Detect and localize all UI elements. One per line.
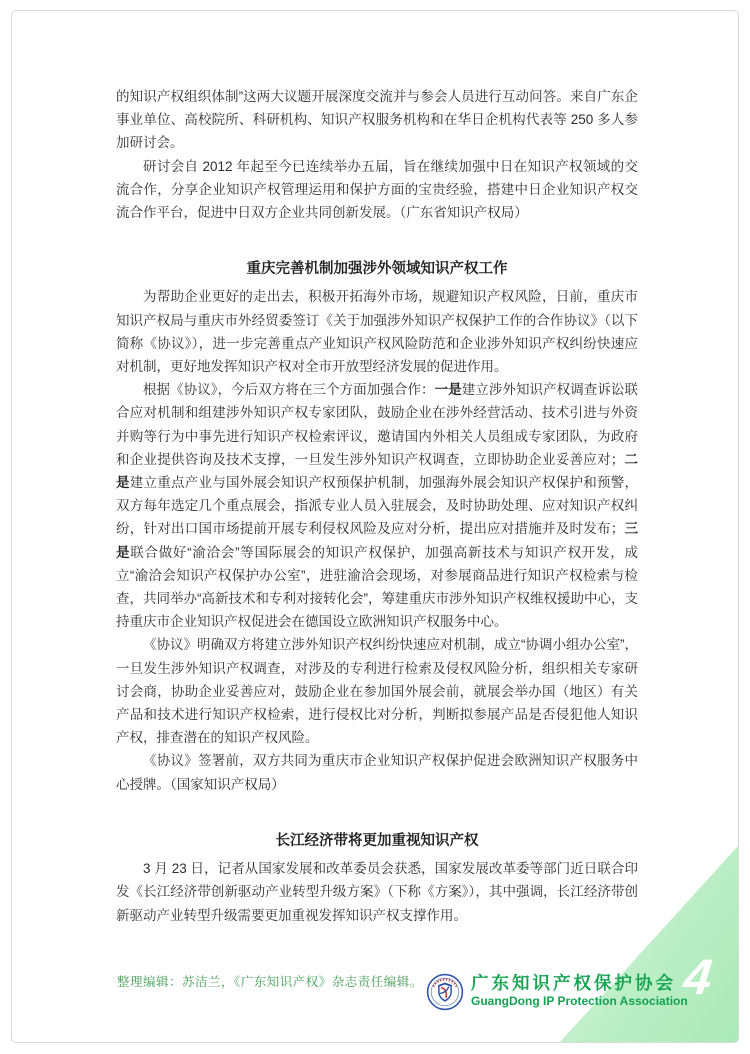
measure-item-3: 联合做好“渝洽会”等国际展会的知识产权保护，加强高新技术与知识产权开发，成立“渝洽会知识产权保护办公室”，进驻渝洽会现场，对参展商品进行知识产权检索与检查，共同举办“高新技术和专利对接转化会”，筹建重庆市涉外知识产权维权援助中心，支持重庆市企业知识产权促进会在德国设立欧洲知识产权服务中心。 — [116, 544, 638, 630]
editor-note: 整理编辑：苏洁兰，《广东知识产权》杂志责任编辑。 — [117, 975, 423, 989]
association-name-cn: 广东知识产权保护协会 — [471, 973, 676, 993]
association-name-en: GuangDong IP Protection Association — [471, 994, 688, 1008]
article-title-yangtze: 长江经济带将更加重视知识产权 — [275, 832, 479, 849]
article-title-chongqing: 重庆完善机制加强涉外领域知识产权工作 — [246, 261, 508, 278]
paragraph-seminar-continued: 的知识产权组织体制”这两大议题开展深度交流并与参会人员进行互动问答。来自广东企事业单位、高校院所、科研机构、知识产权服务机构和在华日企机构代表等 250 多人参加研讨会。 — [116, 89, 638, 151]
measure-marker-1: 一是 — [434, 382, 462, 398]
paragraph-yangtze-intro: 3 月 23 日，记者从国家发展和改革委员会获悉，国家发展改革委等部门近日联合印发《长江经济带创新驱动产业转型升级方案》（下称《方案》），其中强调，长江经济带创新驱动产业转型升级需要更加重视发挥知识产权支撑作用。 — [116, 861, 638, 923]
measure-marker-2: 二是 — [116, 451, 639, 491]
paragraph-chongqing-intro: 为帮助企业更好的走出去，积极开拓海外市场，规避知识产权风险，日前，重庆市知识产权局与重庆市外经贸委签订《关于加强涉外知识产权保护工作的合作协议》（以下简称《协议》），进一步完善重点产业知识产权风险防范和企业涉外知识产权纠纷快速应对机制，更好地发挥知识产权对全市开放型经济发展的促进作用。 — [116, 289, 638, 375]
newsletter-page — [11, 10, 739, 1043]
association-name-block — [471, 972, 688, 1008]
measure-marker-3: 三是 — [116, 521, 639, 560]
paragraph-seminar-history: 研讨会自 2012 年起至今已连续举办五届，旨在继续加强中日在知识产权领域的交流合作，分享企业知识产权管理运用和保护方面的宝贵经验，搭建中日企业知识产权交流合作平台，促进中日双方企业共同创新发展。（广东省知识产权局） — [116, 158, 638, 221]
measures-lead: 根据《协议》，今后双方将在三个方面加强合作： — [143, 382, 435, 398]
page-content — [116, 85, 638, 927]
measure-item-2: 建立重点产业与国外展会知识产权预保护机制，加强海外展会知识产权保护和预警，双方每年选定几个重点展会，指派专业人员入驻展会，及时协助处理、应对知识产权纠纷，针对出口国市场提前开展专利侵权风险及应对分析，提出应对措施并及时发布； — [116, 475, 639, 537]
page-number: 4 — [681, 949, 715, 1005]
paragraph-chongqing-measures — [116, 378, 638, 633]
gdipa-seal-logo-icon — [426, 973, 464, 1011]
footer-brand — [426, 963, 688, 1011]
paragraph-chongqing-signing: 《协议》签署前，双方共同为重庆市企业知识产权保护促进会欧洲知识产权服务中心授牌。（国家知识产权局） — [116, 753, 638, 792]
paragraph-chongqing-agreement: 《协议》明确双方将建立涉外知识产权纠纷快速应对机制，成立“协调小组办公室”，一旦发生涉外知识产权调查，对涉及的专利进行检索及侵权风险分析，组织相关专家研讨会商，协助企业妥善应对，鼓励企业在参加国外展会前，就展会举办国（地区）有关产品和技术进行知识产权检索，进行侵权比对分析，判断拟参展产品是否侵犯他人知识产权，排查潜在的知识产权风险。 — [116, 637, 638, 746]
measure-item-1: 建立涉外知识产权调查诉讼联合应对机制和组建涉外知识产权专家团队，鼓励企业在涉外经营活动、技术引进与外资并购等行为中事先进行知识产权检索评议，邀请国内外相关人员组成专家团队，为政府和企业提供咨询及技术支撑，一旦发生涉外知识产权调查，立即协助企业妥善应对； — [116, 382, 638, 467]
